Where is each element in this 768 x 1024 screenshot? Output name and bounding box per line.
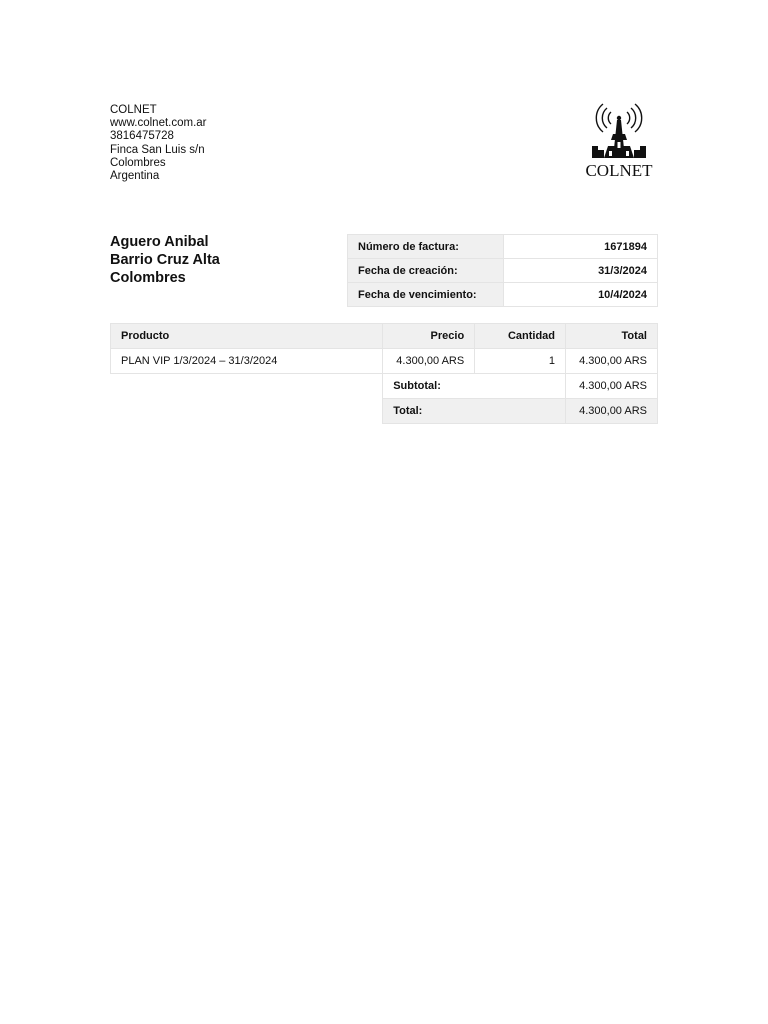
subtotal-value: 4.300,00 ARS xyxy=(566,374,658,399)
company-website: www.colnet.com.ar xyxy=(110,117,207,130)
subtotal-spacer xyxy=(111,374,383,399)
company-address: Finca San Luis s/n xyxy=(110,143,205,156)
invoice-meta-table xyxy=(347,234,658,307)
invoice-created-label: Fecha de creación: xyxy=(348,259,504,283)
total-value: 4.300,00 ARS xyxy=(566,399,658,424)
grand-total-row xyxy=(111,399,658,424)
radio-tower-icon xyxy=(578,100,660,180)
row-price: 4.300,00 ARS xyxy=(383,349,475,374)
company-country: Argentina xyxy=(110,170,160,183)
table-header-row xyxy=(111,324,658,349)
invoice-due-value: 10/4/2024 xyxy=(504,283,658,307)
invoice-number-row xyxy=(348,235,658,259)
company-name: COLNET xyxy=(110,104,157,116)
line-items-table xyxy=(110,323,658,424)
header-quantity: Cantidad xyxy=(475,324,566,349)
invoice-created-row xyxy=(348,259,658,283)
company-city: Colombres xyxy=(110,156,166,169)
svg-text:COLNET: COLNET xyxy=(585,161,653,180)
subtotal-row xyxy=(111,374,658,399)
customer-address: Barrio Cruz Alta xyxy=(110,252,220,268)
invoice-due-label: Fecha de vencimiento: xyxy=(348,283,504,307)
total-label: Total: xyxy=(383,399,566,424)
company-info xyxy=(110,104,207,183)
invoice-number-value: 1671894 xyxy=(504,235,658,259)
header-total: Total xyxy=(566,324,658,349)
company-logo xyxy=(578,100,660,180)
customer-name: Aguero Anibal xyxy=(110,234,209,250)
row-total: 4.300,00 ARS xyxy=(566,349,658,374)
customer-info xyxy=(110,233,220,287)
invoice-due-row xyxy=(348,283,658,307)
customer-city: Colombres xyxy=(110,270,186,286)
invoice-number-label: Número de factura: xyxy=(348,235,504,259)
header-product: Producto xyxy=(111,324,383,349)
total-spacer xyxy=(111,399,383,424)
header-price: Precio xyxy=(383,324,475,349)
invoice-created-value: 31/3/2024 xyxy=(504,259,658,283)
table-row xyxy=(111,349,658,374)
company-phone: 3816475728 xyxy=(110,130,174,143)
row-product: PLAN VIP 1/3/2024 – 31/3/2024 xyxy=(111,349,383,374)
subtotal-label: Subtotal: xyxy=(383,374,566,399)
row-quantity: 1 xyxy=(475,349,566,374)
